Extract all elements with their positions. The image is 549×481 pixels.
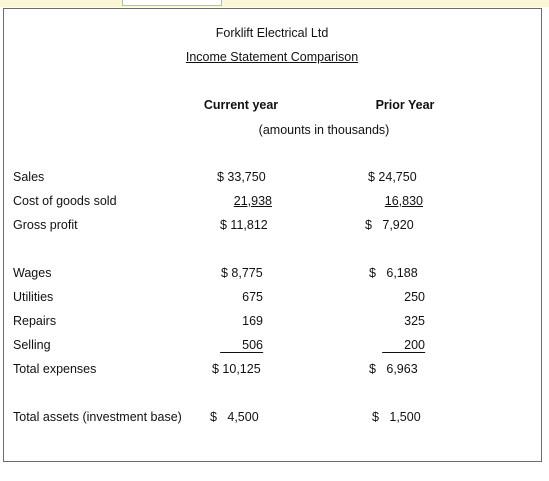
current-repairs: 169 <box>242 314 263 328</box>
prior-selling: 200 <box>382 338 425 353</box>
top-strip <box>0 0 549 7</box>
prior-sales: $ 24,750 <box>368 170 417 184</box>
row-label-wages: Wages <box>13 266 52 280</box>
prior-total-expenses: $ 6,963 <box>369 362 418 376</box>
prior-cogs: 16,830 <box>384 194 423 208</box>
income-statement-sheet <box>3 8 542 462</box>
current-sales: $ 33,750 <box>217 170 266 184</box>
prior-wages: $ 6,188 <box>369 266 418 280</box>
row-label-repairs: Repairs <box>13 314 57 328</box>
row-label-sales: Sales <box>13 170 45 184</box>
current-wages: $ 8,775 <box>221 266 263 280</box>
current-utilities: 675 <box>242 290 263 304</box>
current-cogs: 21,938 <box>233 194 272 208</box>
row-label-utilities: Utilities <box>13 290 54 304</box>
row-label-gross-profit: Gross profit <box>13 218 78 232</box>
row-label-total-assets: Total assets (investment base) <box>13 410 182 424</box>
current-total-expenses: $ 10,125 <box>212 362 261 376</box>
current-total-assets: $ 4,500 <box>210 410 259 424</box>
prior-gross-profit: $ 7,920 <box>365 218 414 232</box>
company-name: Forklift Electrical Ltd <box>215 26 329 40</box>
row-label-cogs: Cost of goods sold <box>13 194 117 208</box>
row-label-selling: Selling <box>13 338 51 352</box>
statement-title: Income Statement Comparison <box>185 50 359 64</box>
current-gross-profit: $ 11,812 <box>220 218 268 232</box>
current-selling: 506 <box>220 338 263 353</box>
current-year-header: Current year <box>203 98 279 112</box>
units-note: (amounts in thousands) <box>258 123 390 137</box>
top-input-box[interactable] <box>122 0 222 6</box>
prior-total-assets: $ 1,500 <box>372 410 421 424</box>
prior-utilities: 250 <box>404 290 425 304</box>
prior-year-header: Prior Year <box>375 98 435 112</box>
row-label-total-expenses: Total expenses <box>13 362 97 376</box>
prior-repairs: 325 <box>404 314 425 328</box>
